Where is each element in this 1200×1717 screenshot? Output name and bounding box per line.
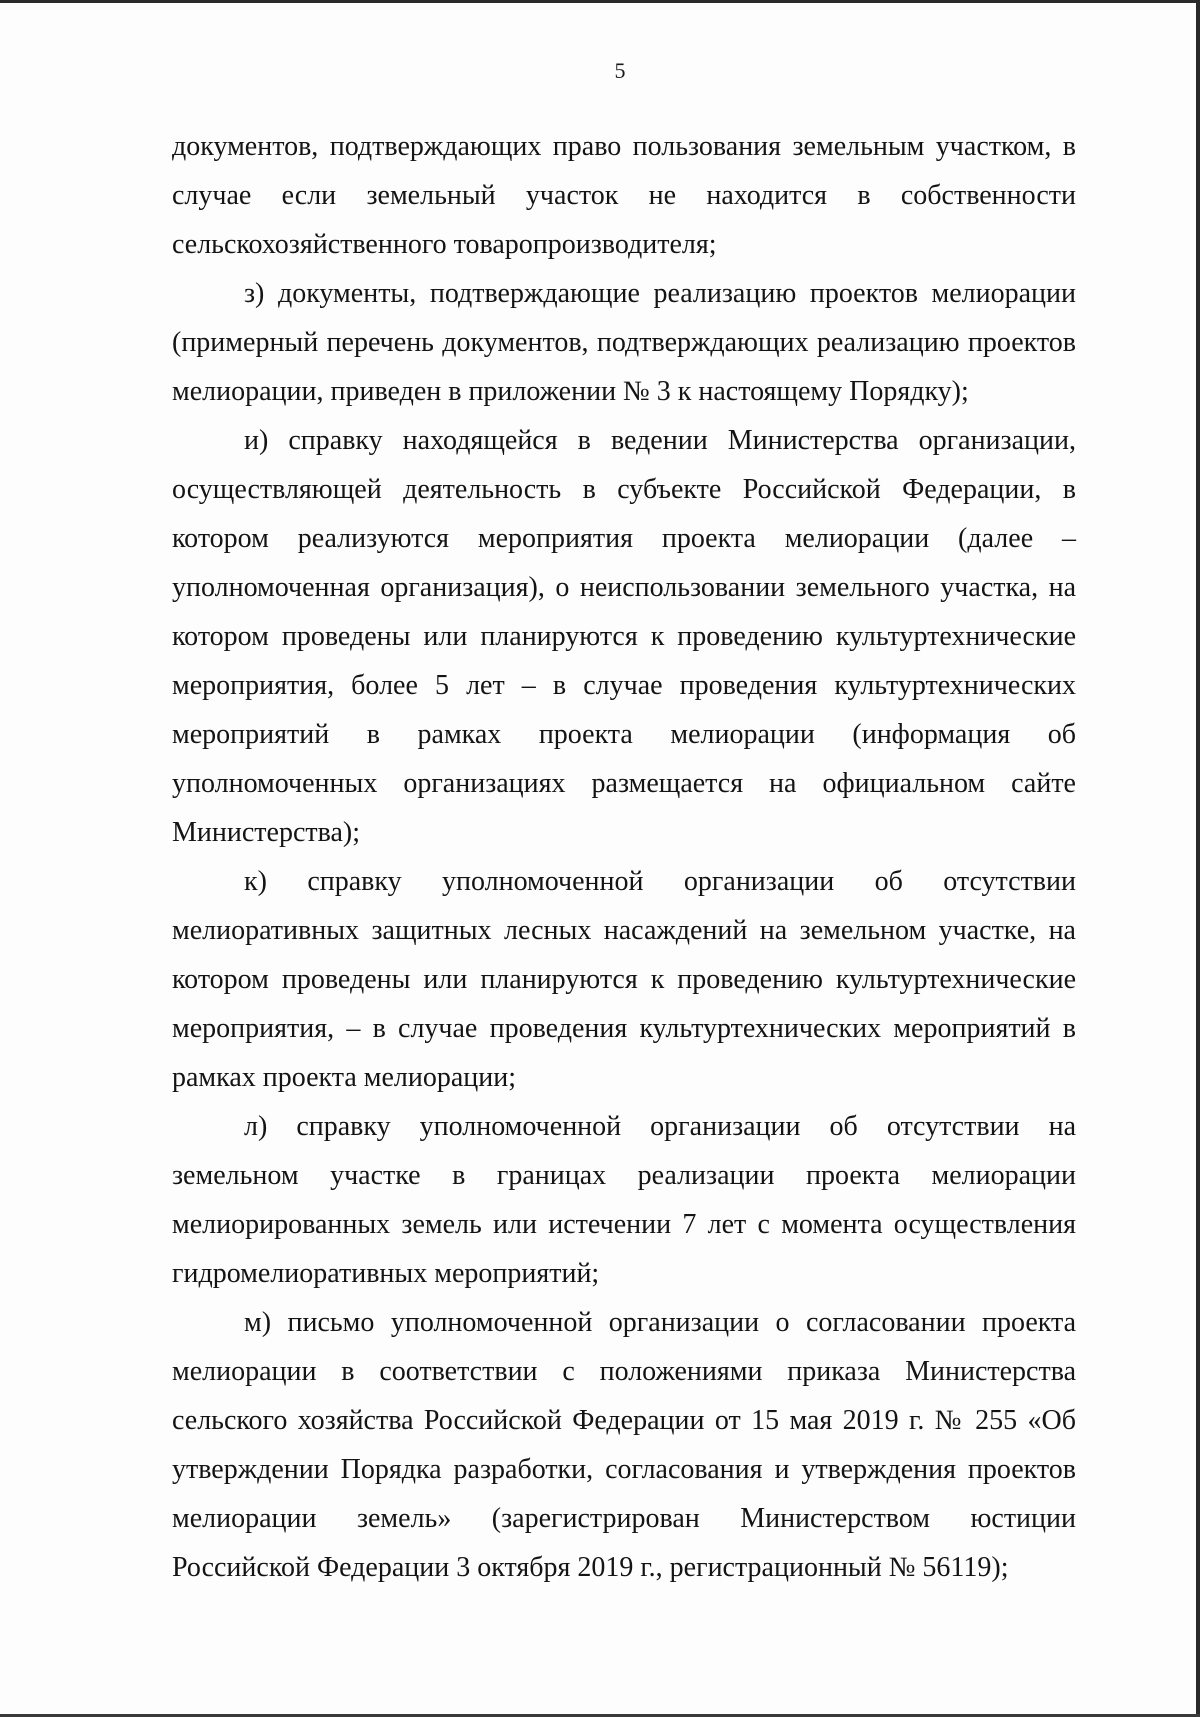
document-body (172, 122, 1076, 1592)
paragraph-item-m: м) письмо уполномоченной организации о согласовании проекта мелиорации в соответствии с положениями приказа Министерства сельского хозяйства Российской Федерации от 15 мая 2019 г. № 255 «Об утверждении Порядка разработки, согласования и утверждения проектов мелиорации земель» (зарегистрирован Министерством юстиции Российской Федерации 3 октября 2019 г., регистрационный № 56119); (172, 1307, 1076, 1583)
paragraph-item-i: и) справку находящейся в ведении Министерства организации, осуществляющей деятельность в субъекте Российской Федерации, в котором реализуются мероприятия проекта мелиорации (далее – уполномоченная организация), о неиспользовании земельного участка, на котором проведены или планируются к проведению культуртехнические мероприятия, более 5 лет – в случае проведения культуртехнических мероприятий в рамках проекта мелиорации (информация об уполномоченных организациях размещается на официальном сайте Министерства); (172, 425, 1076, 848)
paragraph-item-k: к) справку уполномоченной организации об отсутствии мелиоративных защитных лесных насаждений на земельном участке, на котором проведены или планируются к проведению культуртехнические мероприятия, – в случае проведения культуртехнических мероприятий в рамках проекта мелиорации; (172, 866, 1076, 1093)
paragraph-item-z: з) документы, подтверждающие реализацию проектов мелиорации (примерный перечень документов, подтверждающих реализацию проектов мелиорации, приведен в приложении № 3 к настоящему Порядку); (172, 278, 1076, 407)
page-number: 5 (614, 58, 626, 83)
paragraph-continuation: документов, подтверждающих право пользования земельным участком, в случае если земельный участок не находится в собственности сельскохозяйственного товаропроизводителя; (172, 131, 1076, 260)
paragraph-item-l: л) справку уполномоченной организации об отсутствии на земельном участке в границах реализации проекта мелиорации мелиорированных земель или истечении 7 лет с момента осуществления гидромелиоративных мероприятий; (172, 1111, 1076, 1289)
scan-border-top (0, 0, 1200, 3)
scan-border-right (1196, 0, 1200, 1717)
